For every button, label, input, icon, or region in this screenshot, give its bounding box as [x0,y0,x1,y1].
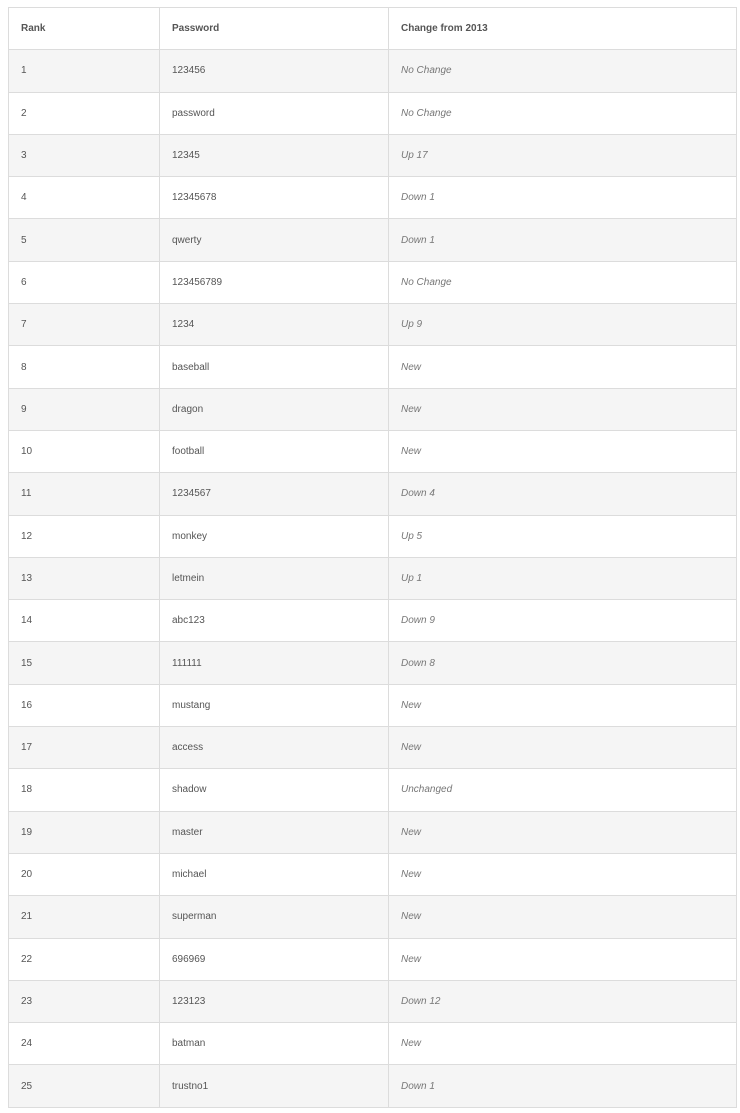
change-cell: No Change [389,261,737,303]
table-row [9,304,737,346]
rank-cell: 10 [9,430,160,472]
rank-cell: 16 [9,684,160,726]
change-cell: Down 9 [389,600,737,642]
password-cell: 696969 [160,938,389,980]
password-cell: 123456789 [160,261,389,303]
change-cell: New [389,388,737,430]
password-table-container [8,7,736,1108]
change-cell: Up 17 [389,134,737,176]
table-row [9,388,737,430]
table-row [9,430,737,472]
change-cell: Up 9 [389,304,737,346]
password-cell: access [160,727,389,769]
change-cell: Down 8 [389,642,737,684]
rank-cell: 20 [9,853,160,895]
password-cell: 111111 [160,642,389,684]
table-row [9,642,737,684]
change-cell: New [389,811,737,853]
table-row [9,50,737,92]
rank-cell: 3 [9,134,160,176]
change-cell: New [389,430,737,472]
rank-cell: 17 [9,727,160,769]
change-cell: Up 5 [389,515,737,557]
change-cell: New [389,896,737,938]
rank-cell: 11 [9,473,160,515]
change-cell: New [389,727,737,769]
table-row [9,515,737,557]
password-cell: mustang [160,684,389,726]
password-cell: shadow [160,769,389,811]
password-cell: michael [160,853,389,895]
password-cell: superman [160,896,389,938]
table-row [9,177,737,219]
header-change: Change from 2013 [389,8,737,50]
rank-cell: 2 [9,92,160,134]
table-row [9,853,737,895]
password-cell: 12345678 [160,177,389,219]
rank-cell: 9 [9,388,160,430]
table-row [9,896,737,938]
password-cell: 1234567 [160,473,389,515]
change-cell: No Change [389,50,737,92]
table-row [9,1023,737,1065]
change-cell: Down 4 [389,473,737,515]
rank-cell: 25 [9,1065,160,1107]
table-row [9,92,737,134]
password-cell: trustno1 [160,1065,389,1107]
table-header-row [9,8,737,50]
password-cell: master [160,811,389,853]
change-cell: Down 1 [389,1065,737,1107]
rank-cell: 15 [9,642,160,684]
rank-cell: 6 [9,261,160,303]
rank-cell: 14 [9,600,160,642]
rank-cell: 22 [9,938,160,980]
table-row [9,261,737,303]
change-cell: Down 1 [389,219,737,261]
password-cell: football [160,430,389,472]
table-row [9,1065,737,1107]
rank-cell: 4 [9,177,160,219]
password-cell: monkey [160,515,389,557]
password-cell: 123456 [160,50,389,92]
table-row [9,134,737,176]
password-cell: 12345 [160,134,389,176]
change-cell: New [389,684,737,726]
change-cell: Down 12 [389,980,737,1022]
table-row [9,600,737,642]
rank-cell: 19 [9,811,160,853]
table-row [9,346,737,388]
password-cell: dragon [160,388,389,430]
rank-cell: 24 [9,1023,160,1065]
password-cell: letmein [160,557,389,599]
table-body [9,50,737,1107]
change-cell: No Change [389,92,737,134]
table-row [9,769,737,811]
rank-cell: 12 [9,515,160,557]
table-row [9,811,737,853]
password-cell: batman [160,1023,389,1065]
change-cell: Down 1 [389,177,737,219]
rank-cell: 21 [9,896,160,938]
password-cell: abc123 [160,600,389,642]
table-row [9,557,737,599]
table-row [9,980,737,1022]
password-cell: 1234 [160,304,389,346]
password-cell: password [160,92,389,134]
table-row [9,219,737,261]
table-row [9,938,737,980]
table-row [9,727,737,769]
rank-cell: 5 [9,219,160,261]
header-rank: Rank [9,8,160,50]
change-cell: New [389,938,737,980]
rank-cell: 13 [9,557,160,599]
password-cell: qwerty [160,219,389,261]
table-header [9,8,737,50]
change-cell: Up 1 [389,557,737,599]
rank-cell: 1 [9,50,160,92]
rank-cell: 23 [9,980,160,1022]
rank-cell: 8 [9,346,160,388]
password-table [8,7,737,1108]
change-cell: New [389,853,737,895]
change-cell: Unchanged [389,769,737,811]
rank-cell: 7 [9,304,160,346]
change-cell: New [389,1023,737,1065]
password-cell: 123123 [160,980,389,1022]
table-row [9,473,737,515]
password-cell: baseball [160,346,389,388]
header-password: Password [160,8,389,50]
rank-cell: 18 [9,769,160,811]
table-row [9,684,737,726]
change-cell: New [389,346,737,388]
